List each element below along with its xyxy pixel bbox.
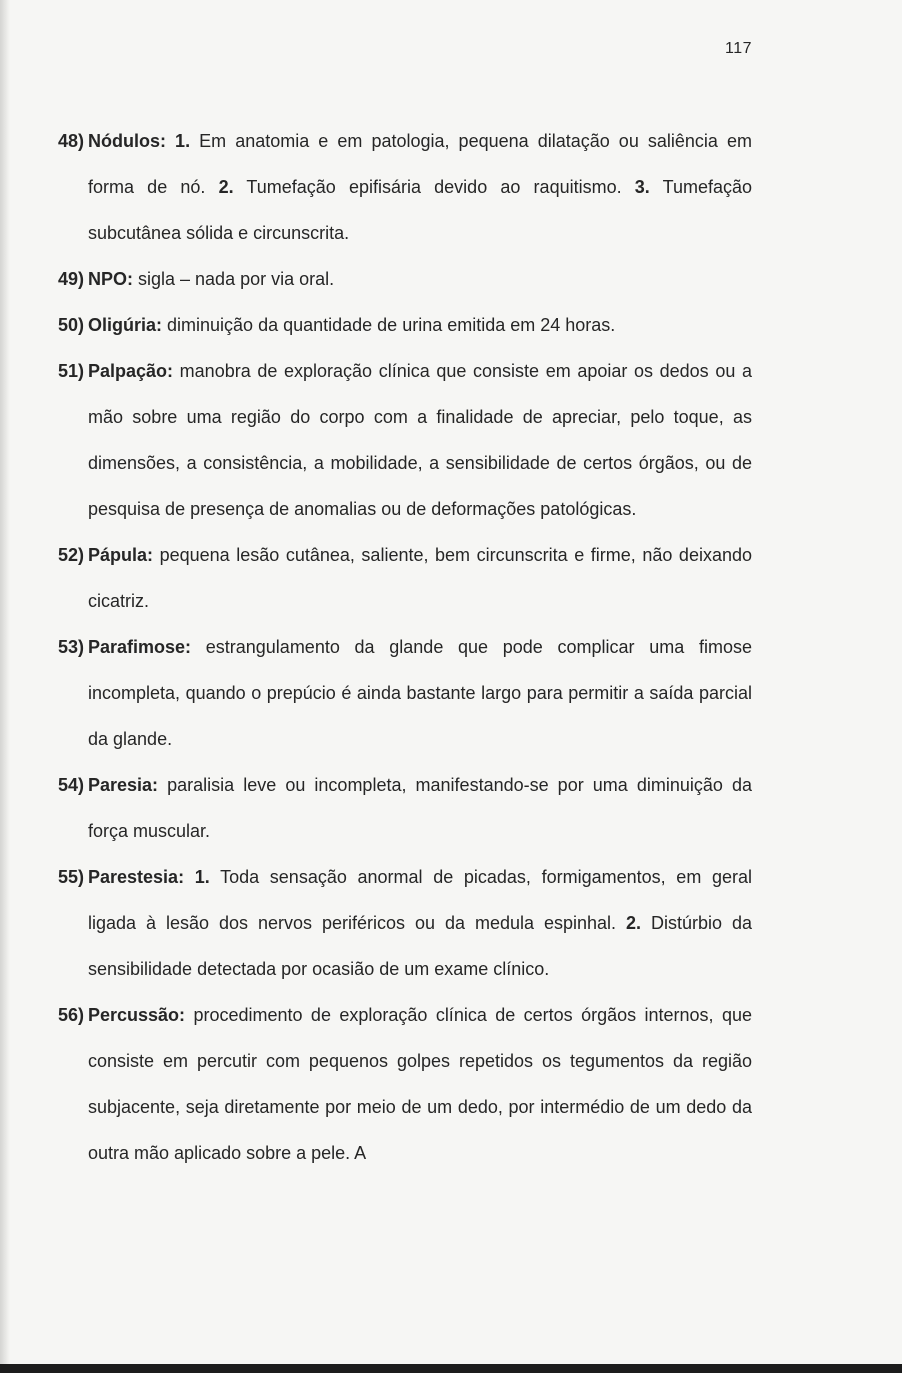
entry-definition-text: paralisia leve ou incompleta, manifestando-se por uma diminuição da força muscular. xyxy=(88,775,752,841)
entry-definition-text: Em anatomia e em patologia, pequena dilatação ou saliência em forma de nó. xyxy=(88,131,752,197)
entry-definition-text: procedimento de exploração clínica de certos órgãos internos, que consiste em percutir com pequenos golpes repetidos os tegumentos da região subjacente, seja diretamente por meio de um dedo, por intermédio de um dedo da outra mão aplicado sobre a pele. A xyxy=(88,1005,752,1163)
entry-term: Paresia: xyxy=(88,775,159,795)
entry-sense-number: 2. xyxy=(625,913,641,933)
entry-term: Parestesia: xyxy=(88,867,185,887)
entry-sense-number: 1. xyxy=(166,131,191,151)
entry-definition-text: Toda sensação anormal de picadas, formigamentos, em geral ligada à lesão dos nervos periféricos ou da medula espinhal. xyxy=(88,867,752,933)
entry-number: 49) xyxy=(58,269,85,289)
glossary-entry xyxy=(58,624,752,762)
glossary-entry xyxy=(58,348,752,532)
glossary-entry xyxy=(58,302,752,348)
entry-definition-text: Tumefação epifisária devido ao raquitismo. xyxy=(233,177,635,197)
entry-definition-text: Tumefação subcutânea sólida e circunscrita. xyxy=(88,177,752,243)
entry-term: Nódulos: xyxy=(88,131,166,151)
entry-definition-text: manobra de exploração clínica que consiste em apoiar os dedos ou a mão sobre uma região do corpo com a finalidade de apreciar, pelo toque, as dimensões, a consistência, a mobilidade, a sensibilidade de certos órgãos, ou de pesquisa de presença de anomalias ou de deformações patológicas. xyxy=(88,361,752,519)
entry-number: 48) xyxy=(58,131,85,151)
glossary-entry xyxy=(58,532,752,624)
entry-sense-number: 1. xyxy=(184,867,210,887)
page-number: 117 xyxy=(725,40,753,57)
entry-definition-text: sigla – nada por via oral. xyxy=(133,269,335,289)
glossary-entry xyxy=(58,992,752,1176)
entry-number: 53) xyxy=(58,637,85,657)
entry-definition-text: diminuição da quantidade de urina emitida em 24 horas. xyxy=(162,315,616,335)
entry-term: NPO: xyxy=(88,269,133,289)
entry-definition-text: estrangulamento da glande que pode complicar uma fimose incompleta, quando o prepúcio é ainda bastante largo para permitir a saída parcial da glande. xyxy=(88,637,752,749)
entry-number: 51) xyxy=(58,361,85,381)
entry-sense-number: 3. xyxy=(634,177,650,197)
entry-definition-text: Distúrbio da sensibilidade detectada por ocasião de um exame clínico. xyxy=(88,913,752,979)
glossary-entry xyxy=(58,256,752,302)
entry-number: 56) xyxy=(58,1005,85,1025)
entry-term: Pápula: xyxy=(88,545,154,565)
entry-term: Palpação: xyxy=(88,361,174,381)
entry-number: 52) xyxy=(58,545,85,565)
entry-term: Parafimose: xyxy=(88,637,192,657)
entry-term: Percussão: xyxy=(88,1005,186,1025)
scan-bottom-edge xyxy=(0,1364,902,1373)
entry-number: 54) xyxy=(58,775,85,795)
glossary-entry xyxy=(58,118,752,256)
glossary-entries xyxy=(0,118,902,1176)
glossary-entry xyxy=(58,854,752,992)
entry-number: 50) xyxy=(58,315,85,335)
entry-definition-text: pequena lesão cutânea, saliente, bem circunscrita e firme, não deixando cicatriz. xyxy=(88,545,752,611)
entry-term: Oligúria: xyxy=(88,315,163,335)
entry-sense-number: 2. xyxy=(218,177,234,197)
glossary-entry xyxy=(58,762,752,854)
entry-number: 55) xyxy=(58,867,85,887)
